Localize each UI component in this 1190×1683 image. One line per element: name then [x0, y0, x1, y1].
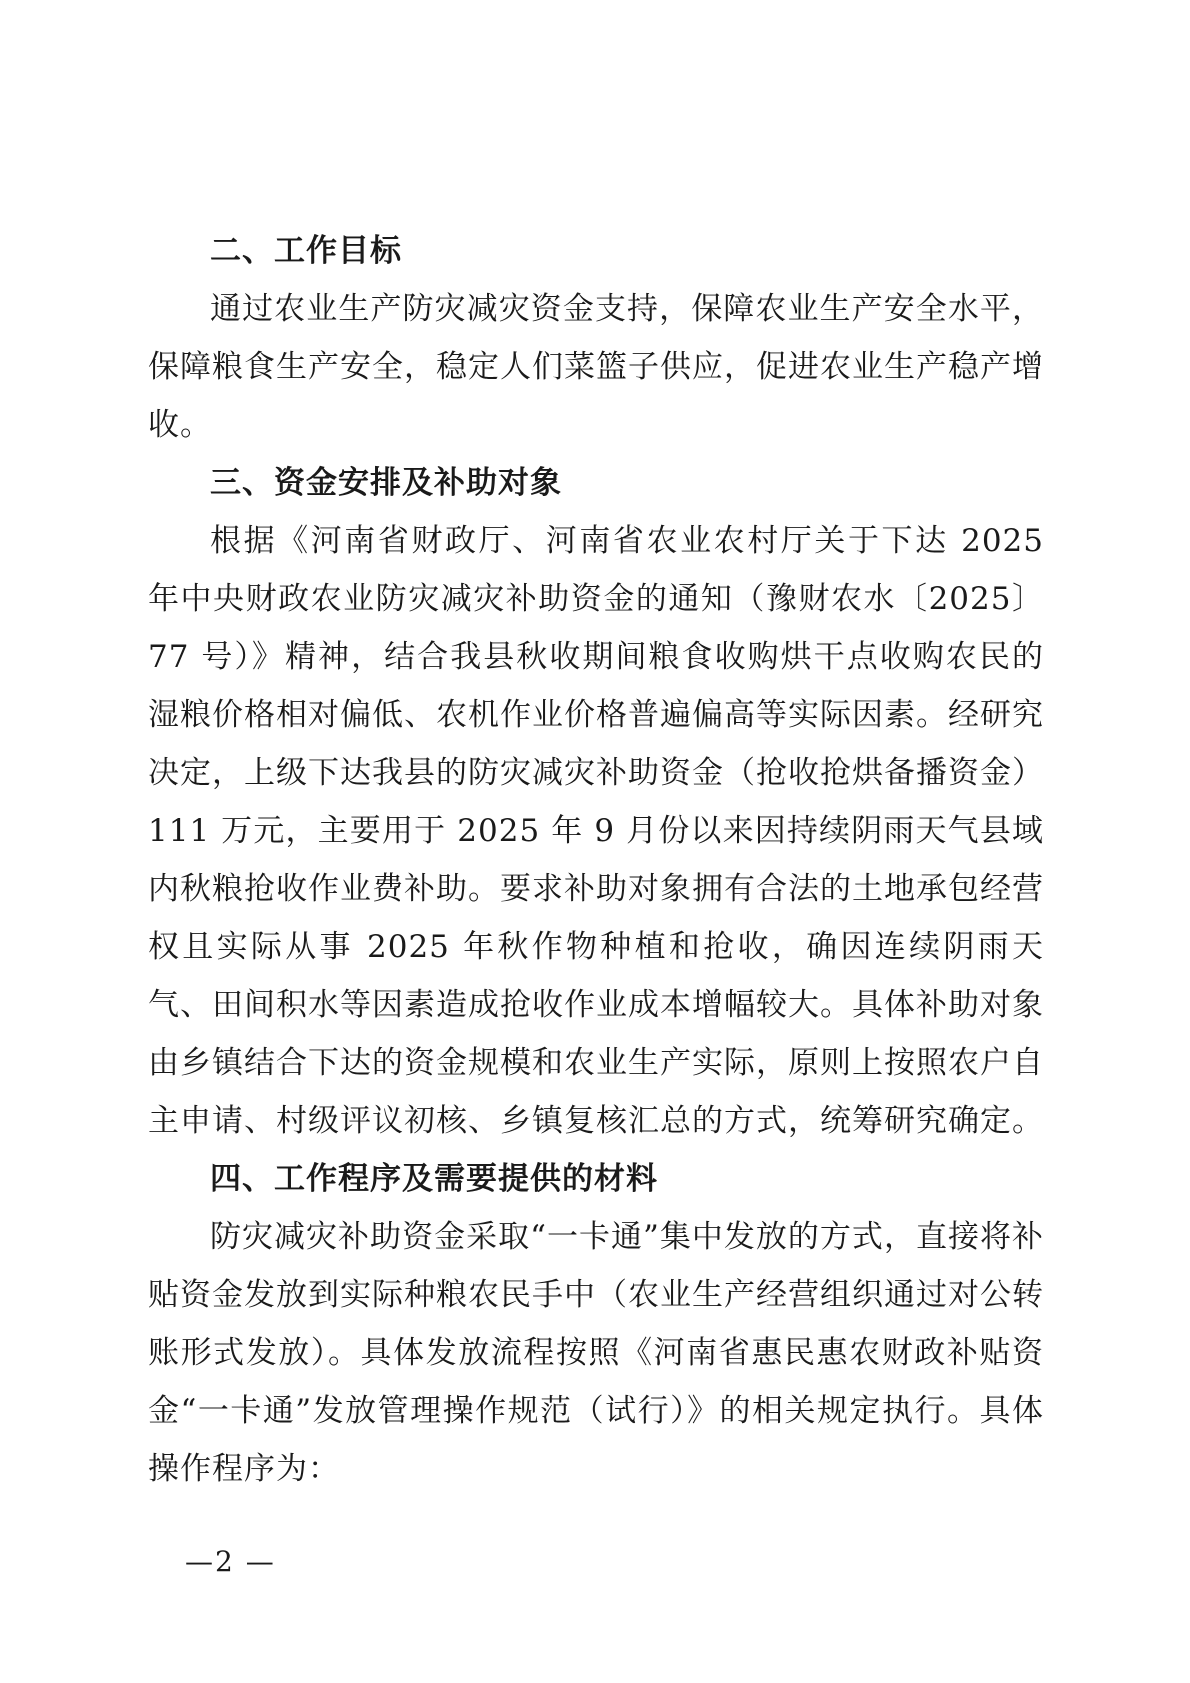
section-heading-procedure: 四、工作程序及需要提供的材料	[210, 1161, 658, 1197]
section-heading-work-goals: 二、工作目标	[210, 233, 402, 269]
document-page	[148, 222, 1044, 1498]
section-paragraph-procedure: 防灾减灾补助资金采取“一卡通”集中发放的方式，直接将补贴资金发放到实际种粮农民手中（农业生产经营组织通过对公转账形式发放）。具体发放流程按照《河南省惠民惠农财政补贴资金“一卡通”发放管理操作规范（试行）》的相关规定执行。具体操作程序为：	[148, 1219, 1044, 1487]
page-number: —2 —	[185, 1545, 276, 1578]
section-paragraph-work-goals: 通过农业生产防灾减灾资金支持，保障农业生产安全水平，保障粮食生产安全，稳定人们菜篮子供应，促进农业生产稳产增收。	[148, 291, 1044, 443]
section-paragraph-funding: 根据《河南省财政厅、河南省农业农村厅关于下达 2025 年中央财政农业防灾减灾补助资金的通知（豫财农水〔2025〕77 号）》精神，结合我县秋收期间粮食收购烘干点收购农民的湿粮价格相对偏低、农机作业价格普遍偏高等实际因素。经研究决定，上级下达我县的防灾减灾补助资金（抢收抢烘备播资金）111 万元，主要用于 2025 年 9 月份以来因持续阴雨天气县域内秋粮抢收作业费补助。要求补助对象拥有合法的土地承包经营权且实际从事 2025 年秋作物种植和抢收，确因连续阴雨天气、田间积水等因素造成抢收作业成本增幅较大。具体补助对象由乡镇结合下达的资金规模和农业生产实际，原则上按照农户自主申请、村级评议初核、乡镇复核汇总的方式，统筹研究确定。	[148, 523, 1044, 1139]
section-heading-funding: 三、资金安排及补助对象	[210, 465, 562, 501]
